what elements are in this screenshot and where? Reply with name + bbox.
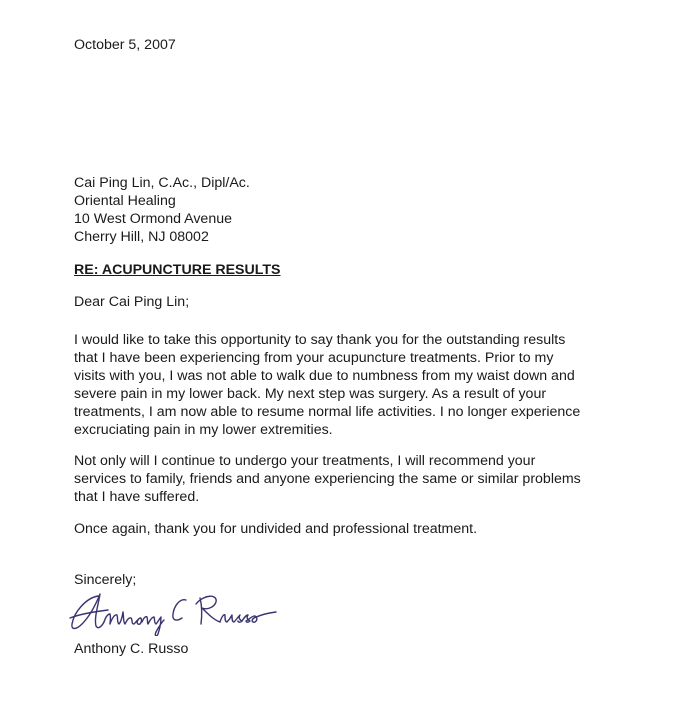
- paragraph-line: Once again, thank you for undivided and professional treatment.: [74, 521, 478, 537]
- recipient-name: Cai Ping Lin, C.Ac., Dipl/Ac.: [74, 175, 250, 191]
- paragraph-line: services to family, friends and anyone experiencing the same or similar problems: [74, 471, 581, 487]
- handwritten-signature: [68, 584, 278, 636]
- recipient-city: Cherry Hill, NJ 08002: [74, 229, 209, 245]
- signer-name: Anthony C. Russo: [74, 641, 189, 657]
- paragraph-line: excruciating pain in my lower extremities.: [74, 422, 333, 438]
- paragraph-line: that I have suffered.: [74, 489, 200, 505]
- salutation: Dear Cai Ping Lin;: [74, 294, 190, 310]
- paragraph-line: severe pain in my lower back. My next step was surgery. As a result of your: [74, 386, 547, 402]
- paragraph-line: visits with you, I was not able to walk due to numbness from my waist down and: [74, 368, 575, 384]
- subject-line: RE: ACUPUNCTURE RESULTS: [74, 262, 281, 278]
- paragraph-line: I would like to take this opportunity to say thank you for the outstanding results: [74, 332, 566, 348]
- recipient-company: Oriental Healing: [74, 193, 176, 209]
- letter-date: October 5, 2007: [74, 37, 176, 53]
- paragraph-line: that I have been experiencing from your acupuncture treatments. Prior to my: [74, 350, 554, 366]
- paragraph-line: treatments, I am now able to resume normal life activities. I no longer experience: [74, 404, 581, 420]
- closing: Sincerely;: [74, 572, 137, 588]
- paragraph-line: Not only will I continue to undergo your treatments, I will recommend your: [74, 453, 536, 469]
- recipient-street: 10 West Ormond Avenue: [74, 211, 232, 227]
